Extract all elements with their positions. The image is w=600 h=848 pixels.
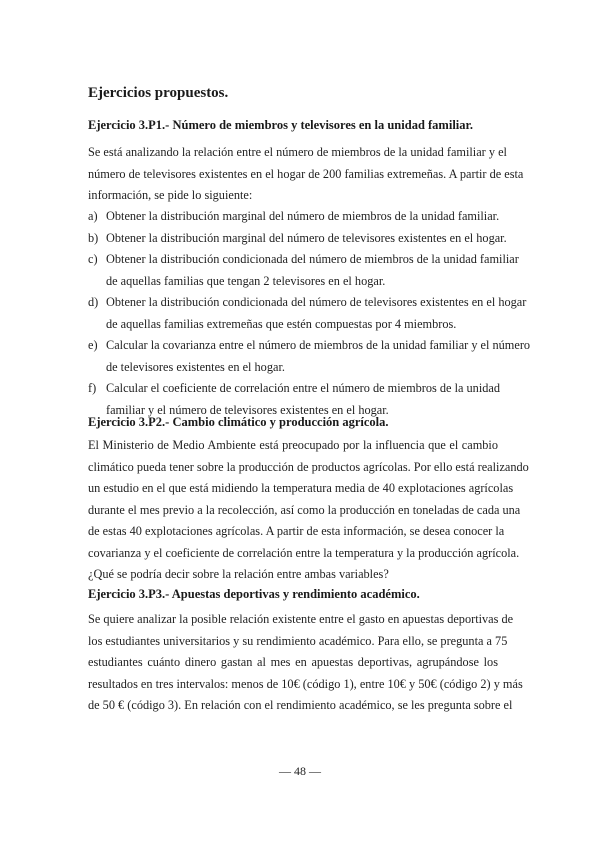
paragraph-line: los estudiantes universitarios y su rendimiento académico. Para ello, se pregunta a 75: [88, 633, 508, 648]
list-item: [88, 292, 527, 335]
exercise-1-intro: [88, 142, 524, 207]
paragraph-line: número de televisores existentes en el hogar de 200 familias extremeñas. A partir de esta: [88, 166, 524, 181]
paragraph-line: de 50 € (código 3). En relación con el rendimiento académico, se les pregunta sobre el: [88, 698, 513, 712]
list-item-text: de aquellas familias extremeñas que estén compuestas por 4 miembros.: [106, 316, 457, 331]
list-marker: c): [88, 252, 98, 266]
list-item-text: Obtener la distribución condicionada del número de televisores existentes en el hogar: [106, 295, 527, 309]
list-item-text: Calcular el coeficiente de correlación entre el número de miembros de la unidad: [106, 381, 501, 395]
paragraph-line: ¿Qué se podría decir sobre la relación entre ambas variables?: [88, 567, 389, 581]
section-title: Ejercicios propuestos.: [88, 85, 229, 101]
paragraph-line: estudiantes cuánto dinero gastan al mes en apuestas deportivas, agrupándose los: [88, 655, 498, 669]
list-item-text: Obtener la distribución marginal del número de miembros de la unidad familiar.: [106, 209, 500, 223]
paragraph-line: durante el mes previo a la recolección, así como la producción en toneladas de cada una: [88, 502, 521, 517]
list-marker: f): [88, 381, 97, 395]
paragraph-line: resultados en tres intervalos: menos de 10€ (código 1), entre 10€ y 50€ (código 2) y más: [88, 676, 523, 691]
exercise-2-body: [88, 435, 529, 586]
list-item-text: Obtener la distribución condicionada del número de miembros de la unidad familiar: [106, 252, 519, 266]
list-item: [88, 228, 507, 250]
list-item-text: de televisores existentes en el hogar.: [106, 359, 285, 374]
paragraph-line: de estas 40 explotaciones agrícolas. A partir de esta información, se desea conocer la: [88, 524, 505, 538]
paragraph-line: información, se pide lo siguiente:: [88, 188, 253, 202]
paragraph-line: Se está analizando la relación entre el número de miembros de la unidad familiar y el: [88, 145, 507, 159]
page-number: — 48 —: [279, 764, 321, 778]
list-marker: a): [88, 209, 98, 223]
paragraph-line: El Ministerio de Medio Ambiente está preocupado por la influencia que el cambio: [88, 438, 498, 452]
list-item-text: Calcular la covarianza entre el número de miembros de la unidad familiar y el número: [106, 338, 531, 352]
list-item-text: Obtener la distribución marginal del número de televisores existentes en el hogar.: [106, 230, 507, 245]
exercise-3-body: [88, 609, 523, 717]
list-item: [88, 206, 500, 228]
paragraph-line: climático pueda tener sobre la producción de productos agrícolas. Por ello está realizando: [88, 459, 529, 474]
paragraph-line: Se quiere analizar la posible relación existente entre el gasto en apuestas deportivas de: [88, 612, 514, 626]
exercise-1-title: Ejercicio 3.P1.- Número de miembros y televisores en la unidad familiar.: [88, 118, 474, 132]
paragraph-line: un estudio en el que está midiendo la temperatura media de 40 explotaciones agrícolas: [88, 481, 514, 495]
list-item: [88, 335, 531, 378]
list-item-text: familiar y el número de televisores existentes en el hogar.: [106, 402, 389, 417]
exercise-1-task-list: [88, 206, 531, 421]
list-marker: b): [88, 230, 99, 245]
exercise-3-title: Ejercicio 3.P3.- Apuestas deportivas y rendimiento académico.: [88, 587, 420, 601]
exercise-2-title: Ejercicio 3.P2.- Cambio climático y producción agrícola.: [88, 415, 389, 429]
list-item-text: de aquellas familias que tengan 2 televisores en el hogar.: [106, 273, 386, 288]
paragraph-line: covarianza y el coeficiente de correlación entre la temperatura y la producción agrícola.: [88, 545, 520, 560]
list-marker: e): [88, 338, 98, 352]
list-marker: d): [88, 295, 99, 309]
list-item: [88, 249, 519, 292]
